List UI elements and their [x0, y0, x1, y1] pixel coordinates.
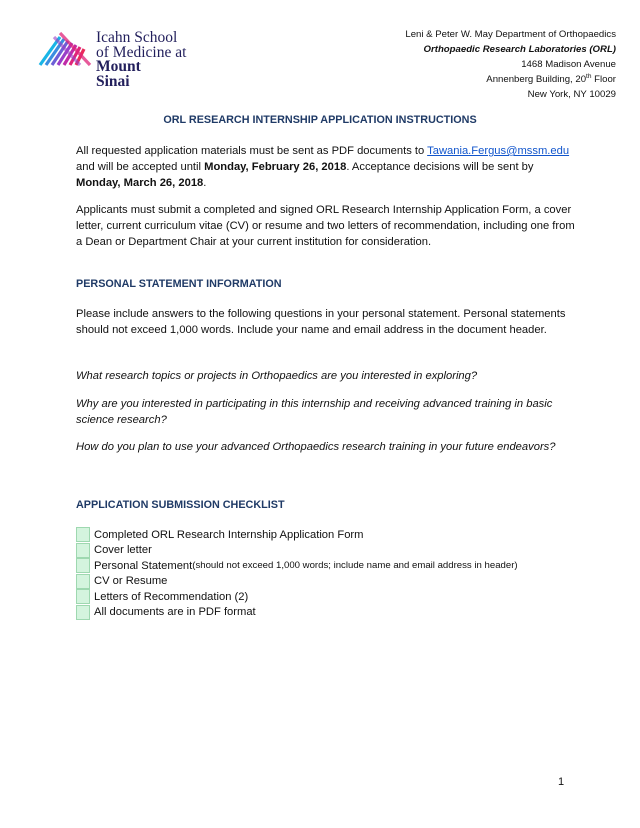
checklist-item [76, 574, 518, 590]
logo-line-3: Mount [96, 58, 141, 75]
school-logo [38, 29, 208, 97]
checklist-item-label: Letters of Recommendation (2) [94, 590, 249, 603]
question-1: What research topics or projects in Orthopaedics are you interested in exploring? [76, 370, 478, 382]
contact-email-link[interactable]: Tawania.Fergus@mssm.edu [427, 145, 570, 157]
checklist-item [76, 543, 518, 559]
intro-text-3: . Acceptance decisions will be sent by [346, 161, 534, 173]
address-lab: Orthopaedic Research Laboratories (ORL) [423, 44, 616, 55]
logo-line-4: Sinai [96, 72, 130, 90]
checklist-item [76, 558, 518, 574]
address-building-suffix: Floor [591, 74, 616, 85]
submission-checklist [76, 527, 518, 620]
checklist-item [76, 527, 518, 543]
checkbox[interactable] [76, 543, 90, 558]
checklist-item-label: All documents are in PDF format [94, 606, 256, 619]
address-street: 1468 Madison Avenue [521, 59, 616, 70]
page-number: 1 [558, 776, 565, 788]
address-building-sup: th [586, 73, 592, 80]
checklist-item [76, 605, 518, 621]
mount-sinai-logo-icon [38, 29, 94, 69]
intro-text-4: . [203, 177, 207, 189]
intro-paragraph-2: Applicants must submit a completed and signed ORL Research Internship Application Form, a cover letter, current curriculum vitae (CV) or resume and two letters of recommendation, including one from a Dean or Department Chair at your current institution for consideration. [76, 204, 575, 248]
intro-text-1: All requested application materials must be sent as PDF documents to [76, 145, 428, 157]
checklist-item-note: (should not exceed 1,000 words; include name and email address in header) [192, 560, 518, 572]
decision-date: Monday, March 26, 2018 [76, 177, 204, 189]
application-deadline: Monday, February 26, 2018 [204, 161, 347, 173]
personal-statement-intro: Please include answers to the following questions in your personal statement. Personal statements should not exceed 1,000 words. Include your name and email address in the document header. [76, 308, 566, 336]
address-building-text: Annenberg Building, 20 [486, 74, 587, 85]
logo-line-1: Icahn School [96, 29, 178, 46]
checklist-heading: APPLICATION SUBMISSION CHECKLIST [76, 499, 285, 511]
checkbox[interactable] [76, 589, 90, 604]
question-2: Why are you interested in participating in this internship and receiving advanced training in basic science research? [76, 398, 553, 426]
logo-line-2: of Medicine at [96, 43, 187, 61]
question-3: How do you plan to use your advanced Orthopaedics research training in your future endeavors? [76, 441, 556, 453]
checklist-item-label: Personal Statement [94, 559, 193, 572]
department-address [405, 27, 616, 102]
checklist-item-label: CV or Resume [94, 575, 168, 588]
checkbox[interactable] [76, 574, 90, 589]
checklist-item-label: Cover letter [94, 544, 152, 557]
intro-text-2: and will be accepted until [76, 161, 205, 173]
address-department: Leni & Peter W. May Department of Orthopaedics [405, 29, 616, 40]
personal-statement-heading: PERSONAL STATEMENT INFORMATION [76, 278, 282, 290]
intro-paragraph-1 [76, 143, 576, 191]
checkbox[interactable] [76, 605, 90, 620]
checklist-item-label: Completed ORL Research Internship Application Form [94, 528, 364, 541]
checklist-item [76, 589, 518, 605]
address-city: New York, NY 10029 [527, 89, 616, 100]
page-title: ORL RESEARCH INTERNSHIP APPLICATION INSTRUCTIONS [163, 114, 477, 126]
address-building [405, 72, 616, 87]
checkbox[interactable] [76, 558, 90, 573]
checkbox[interactable] [76, 527, 90, 542]
